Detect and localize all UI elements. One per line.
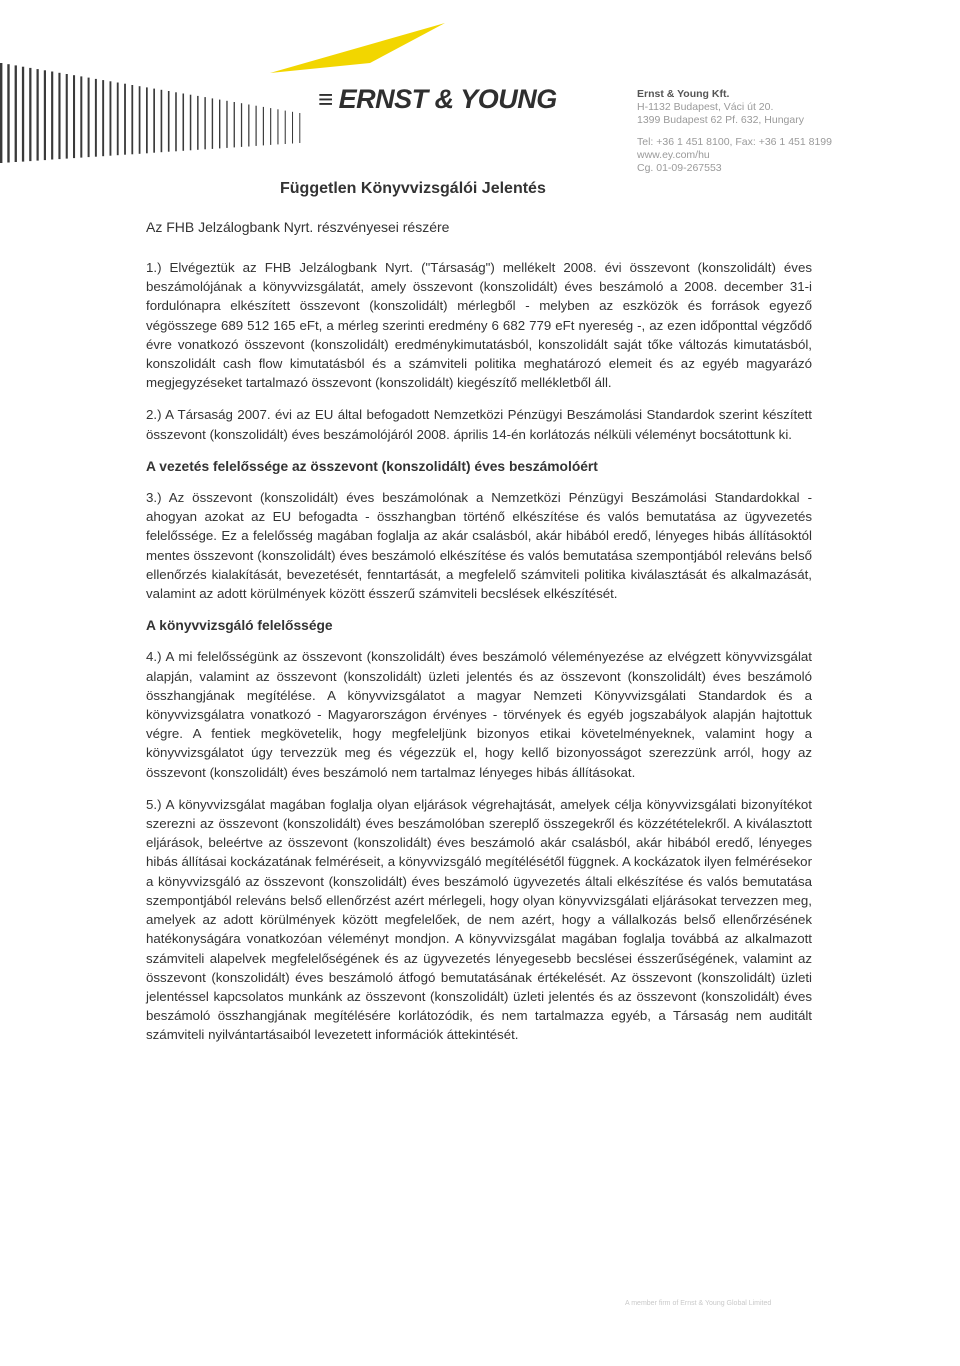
report-title: Független Könyvvizsgálói Jelentés (280, 180, 546, 197)
report-body (146, 258, 812, 1058)
addressee-line: Az FHB Jelzálogbank Nyrt. részvényesei részére (146, 219, 450, 235)
logo-bar (183, 94, 185, 151)
logo-bar (248, 105, 249, 147)
logo-bar (139, 86, 141, 154)
logo-bar (168, 91, 170, 152)
address-street: H-1132 Budapest, Váci út 20. (637, 101, 774, 113)
paragraph-5: 5.) A könyvvizsgálat magában foglalja olyan eljárások végrehajtását, amelyek célja könyvvizsgálati bizonyítékot szerezni az összevont (konszolidált) éves beszámolóban szereplő összegekről és közzétételekről. A kiválasztott eljárások, beleértve az összevont (konszolidált) éves beszámoló akár csalásból, akár hibából eredő, lényeges hibás állításai kockázatának felméréseit, a könyvvizsgáló megítélésétől függnek. A kockázatok ilyen felmérésekor a könyvvizsgáló az összevont (konszolidált) éves beszámoló ügyvezetés általi elkészítése és valós bemutatása szempontjából releváns belső ellenőrzést azért mérlegeli, hogy olyan könyvvizsgálati eljárásokat tervezzen meg, amelyek az adott körülmények között megfelelőek, de nem azért, hogy a vállalkozás belső ellenőrzésének hatékonyságára vonatkozóan véleményt mondjon. A könyvvizsgálat magában foglalja továbbá az alkalmazott számviteli alapelvek megfelelőségének és az ügyvezetés lényegesebb becslései ésszerűségének, valamint az összevont (konszolidált) éves beszámoló átfogó bemutatásának értékelését. Az összevont (konszolidált) üzleti jelentéssel kapcsolatos munkánk az összevont (konszolidált) üzleti jelentés és az összevont (konszolidált) éves beszámoló összhangjának megítélésére korlátozódik, és nem tartalmazza egyéb, a Társaság nem auditált számviteli nyilvántartásaiból levezetett információk áttekintését. (146, 796, 812, 1043)
logo-bar (277, 109, 278, 144)
logo-bar (175, 92, 177, 151)
logo-bar (51, 72, 53, 160)
logo-bar (204, 97, 205, 149)
company-address (637, 88, 937, 175)
paragraph-2: 2.) A Társaság 2007. évi az EU által befogadott Nemzetközi Pénzügyi Beszámolási Standardok szerint készített összevont (konszolidált) éves beszámolójáról 2008. április 14-én korlátozás nélküli véleményt bocsátottunk ki. (146, 407, 812, 442)
logo-bar (7, 64, 9, 162)
logo-bar (0, 63, 2, 163)
logo-mark-icon: ≡ (318, 84, 333, 114)
logo-bar (29, 68, 31, 161)
heading-management-responsibility: A vezetés felelőssége az összevont (konszolidált) éves beszámolóért (146, 458, 598, 474)
logo-bar (66, 74, 68, 159)
company-logo (318, 84, 557, 115)
logo-bar (117, 83, 119, 156)
logo-bar (285, 111, 286, 144)
logo-bar (190, 95, 192, 151)
logo-bar (44, 70, 46, 160)
logo-bar (197, 96, 198, 150)
paragraph-3: 3.) Az összevont (konszolidált) éves beszámolónak a Nemzetközi Pénzügyi Beszámolási Standardokkal - ahogyan azokat az EU befogadta - összhangban történő elkészítése és valós bemutatása az ügyvezetés felelőssége. Ez a felelősség magában foglalja az akár csalásból, akár hibából eredő, lényeges hibás állításoktól mentes összevont (konszolidált) éves beszámoló elkészítése és valós bemutatása szempontjából releváns belső ellenőrzés kialakítását, bevezetését, fenntartását, a megfelelő számviteli politika kiválasztását és alkalmazását, valamint az adott körülmények között ésszerű számviteli becslések elkészítését. (146, 490, 812, 602)
footer-member-note: A member firm of Ernst & Young Global Limited (625, 1300, 772, 1307)
address-postal: 1399 Budapest 62 Pf. 632, Hungary (637, 114, 804, 126)
logo-bar (110, 81, 112, 155)
logo-bar (95, 79, 97, 157)
logo-bar (212, 98, 213, 148)
logo-bar (299, 113, 300, 143)
address-web: www.ey.com/hu (637, 149, 710, 161)
logo-bar (88, 78, 90, 158)
logo-bar (226, 101, 227, 148)
logo-bar (161, 90, 163, 152)
address-registry: Cg. 01-09-267553 (637, 162, 722, 174)
heading-auditor-responsibility: A könyvvizsgáló felelőssége (146, 618, 333, 634)
logo-text: ERNST & YOUNG (338, 84, 557, 114)
logo-bar (153, 89, 155, 153)
logo-bar (146, 87, 148, 153)
logo-bar (131, 85, 133, 154)
logo-bar (37, 69, 39, 161)
logo-bar (73, 75, 75, 158)
logo-bar (80, 76, 82, 157)
logo-bar (124, 84, 126, 155)
logo-bar (234, 102, 235, 147)
logo-swoosh-graphic (250, 18, 450, 78)
logo-bar (22, 67, 24, 162)
logo-bar (270, 108, 271, 145)
logo-bar (263, 107, 264, 145)
logo-bar (102, 80, 104, 156)
paragraph-4: 4.) A mi felelősségünk az összevont (konszolidált) éves beszámoló véleményezése az elvégzett könyvvizsgálat alapján, valamint az összevont (konszolidált) üzleti jelentés és az összevont (konszolidált) éves beszámoló összhangjának megítélése. A könyvvizsgálatot a magyar Nemzeti Könyvvizsgálati Standardok és a könyvvizsgálatra vonatkozó - Magyarországon érvényes - törvények és egyéb jogszabályok alapján hajtottuk végre. A fentiek megkövetelik, hogy megfeleljünk bizonyos etikai követelményeknek, valamint hogy a könyvvizsgálatot úgy tervezzük meg és végezzük el, hogy kellő bizonyosságot szerezzünk arról, hogy az összevont (konszolidált) éves beszámoló nem tartalmaz lényeges hibás állításokat. (146, 649, 812, 780)
address-phone: Tel: +36 1 451 8100, Fax: +36 1 451 8199 (637, 136, 832, 148)
logo-bar (58, 73, 60, 159)
logo-bar (241, 103, 242, 147)
logo-bar (219, 100, 220, 149)
logo-bar (15, 65, 17, 162)
address-firm: Ernst & Young Kft. (637, 88, 730, 100)
logo-bar (292, 112, 293, 144)
paragraph-1: 1.) Elvégeztük az FHB Jelzálogbank Nyrt. ("Társaság") mellékelt 2008. évi összevont (konszolidált) éves beszámolójának a könyvvizsgálatát, amely összevont (konszolidált) éves beszámoló a 2008. december 31-i fordulónapra elkészített összevont (konszolidált) mérlegből - melyben az eszközök és források egyező végösszege 689 512 165 eFt, a mérleg szerinti eredmény 6 682 779 eFt nyereség -, az ezen időponttal végződő évre vonatkozó összevont (konszolidált) eredménykimutatásból, konszolidált saját tőke változás kimutatásból, konszolidált cash flow kimutatásból és a számviteli politika meghatározó elemeit és az egyéb magyarázó megjegyzéseket tartalmazó összevont (konszolidált) kiegészítő mellékletből áll. (146, 260, 812, 391)
logo-bar (256, 106, 257, 146)
